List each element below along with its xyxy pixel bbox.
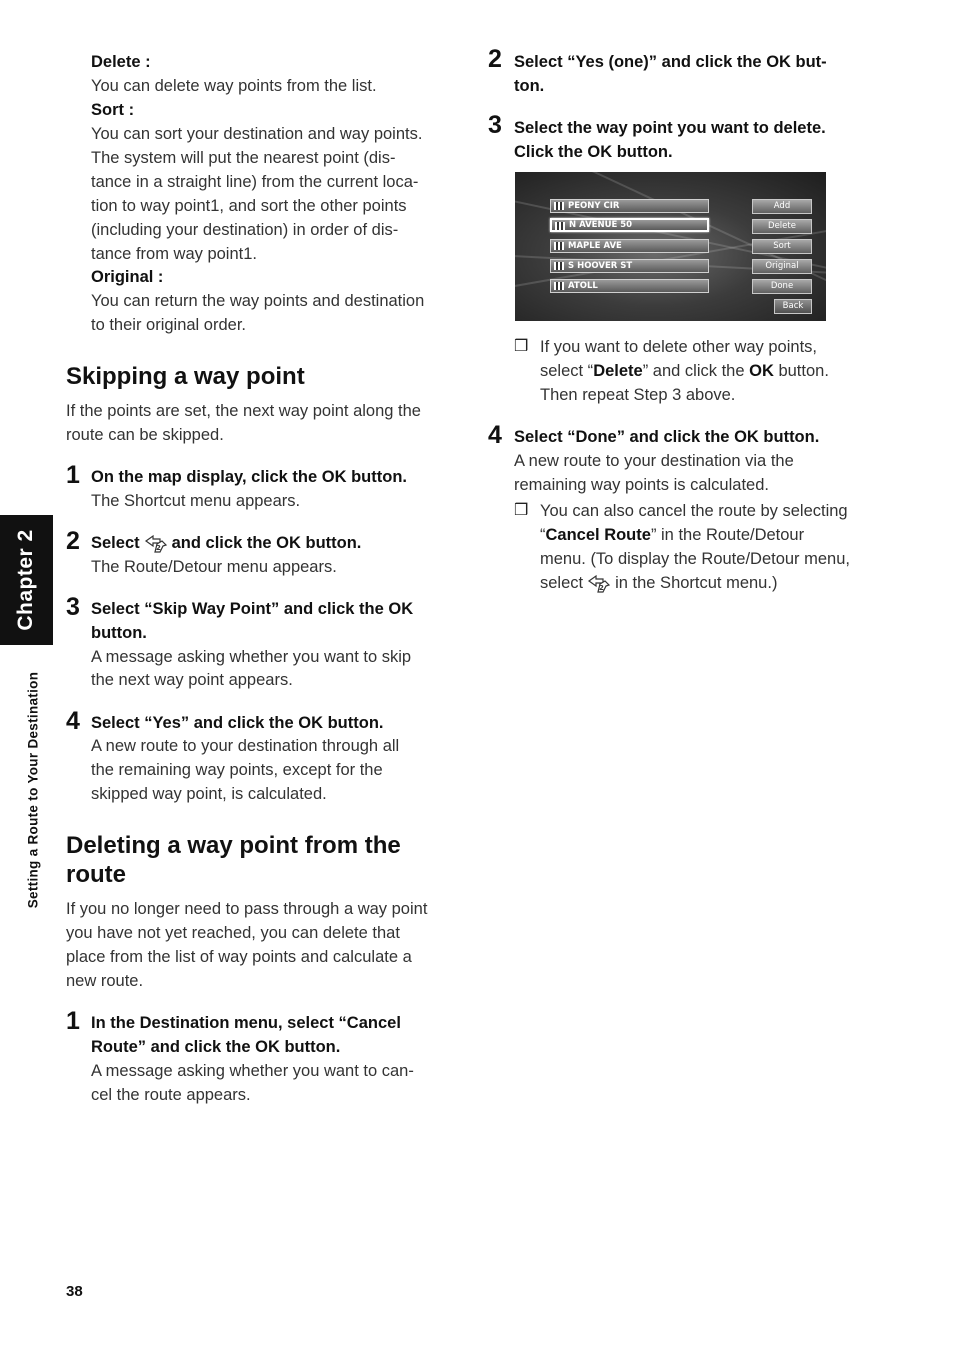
waypoint-list-item[interactable]: MAPLE AVE [550, 239, 709, 253]
delete-heading-line: Deleting a way point from the [66, 832, 401, 859]
original-term: Original : [91, 268, 164, 286]
step-number: 4 [66, 707, 80, 735]
delete-intro-line: you have not yet reached, you can delete that [66, 924, 400, 942]
step-description: The Shortcut menu appears. [91, 492, 301, 510]
step-title: Select “Skip Way Point” and click the OK button. [91, 600, 414, 642]
skip-heading: Skipping a way point [66, 363, 305, 390]
original-button[interactable]: Original [752, 259, 812, 274]
flag-icon [554, 262, 564, 270]
step-title: In the Destination menu, select “Cancel [91, 1014, 401, 1032]
step-title: Select “Yes (one)” and click the OK but- [514, 53, 827, 71]
flag-icon [554, 202, 564, 210]
add-button[interactable]: Add [752, 199, 812, 214]
delete-intro-line: place from the list of way points and calculate a [66, 948, 412, 966]
delete-description: You can delete way points from the list. [91, 77, 377, 95]
svg-text:2: 2 [155, 544, 161, 552]
flag-icon [555, 222, 565, 230]
note-line: select “Delete” and click the OK button. [540, 362, 829, 380]
step-number: 4 [488, 421, 502, 449]
delete-button[interactable]: Delete [752, 219, 812, 234]
step-number: 3 [488, 111, 502, 139]
sort-desc-line: The system will put the nearest point (dis- [91, 149, 396, 167]
step-description: remaining way points is calculated. [514, 476, 769, 494]
step-description: A new route to your destination via the [514, 452, 794, 470]
chapter-tab [0, 515, 53, 645]
step-title: Select “Done” and click the OK button. [514, 428, 820, 446]
route-detour-icon [143, 533, 169, 553]
delete-intro-line: new route. [66, 972, 144, 990]
waypoint-list-item[interactable]: S HOOVER ST [550, 259, 709, 273]
step-description: the next way point appears. [91, 671, 293, 689]
waypoint-list-item[interactable]: ATOLL [550, 279, 709, 293]
step-description: A new route to your destination through all [91, 737, 400, 755]
delete-term: Delete : [91, 53, 151, 71]
step-description: A message asking whether you want to skip [91, 648, 412, 666]
note-line: You can also cancel the route by selecting [540, 502, 848, 520]
step-title: Select the way point you want to delete. [514, 119, 826, 137]
sort-desc-line: tance from way point1. [91, 245, 257, 263]
note-bullet: ❒ [514, 338, 529, 355]
step-description: A message asking whether you want to can- [91, 1062, 414, 1080]
skip-intro-line: route can be skipped. [66, 426, 224, 444]
sort-desc-line: You can sort your destination and way points. [91, 125, 423, 143]
original-desc-line: to their original order. [91, 316, 247, 334]
step-number: 1 [66, 1007, 80, 1035]
sort-term: Sort : [91, 101, 135, 119]
waypoint-list-screenshot [515, 172, 826, 321]
step-title: ton. [514, 77, 545, 95]
back-button[interactable]: Back [774, 299, 812, 314]
chapter-label: Chapter 2 [14, 529, 37, 631]
step-title: Select 2 and click the OK button. [91, 534, 362, 552]
note-line: Then repeat Step 3 above. [540, 386, 736, 404]
sort-desc-line: tion to way point1, and sort the other points [91, 197, 407, 215]
step-title: Select “Yes” and click the OK button. [91, 714, 384, 732]
note-bullet: ❒ [514, 502, 529, 519]
step-description: cel the route appears. [91, 1086, 251, 1104]
skip-intro-line: If the points are set, the next way point along the [66, 402, 421, 420]
section-sidebar-label: Setting a Route to Your Destination [25, 671, 41, 909]
delete-heading-line: route [66, 861, 126, 888]
waypoint-list-item-selected[interactable]: N AVENUE 50 [550, 218, 709, 232]
step-description: skipped way point, is calculated. [91, 785, 327, 803]
svg-text:2: 2 [599, 584, 604, 592]
step-number: 2 [66, 527, 80, 555]
route-detour-icon [586, 573, 612, 593]
note-line: If you want to delete other way points, [540, 338, 817, 356]
step-description: The Route/Detour menu appears. [91, 558, 337, 576]
step-number: 3 [66, 593, 80, 621]
flag-icon [554, 282, 564, 290]
note-line: select 2 in the Shortcut menu.) [540, 574, 778, 592]
waypoint-list-item[interactable]: PEONY CIR [550, 199, 709, 213]
note-line: “Cancel Route” in the Route/Detour [540, 526, 805, 544]
done-button[interactable]: Done [752, 279, 812, 294]
note-line: menu. (To display the Route/Detour menu, [540, 550, 850, 568]
sort-desc-line: tance in a straight line) from the current loca- [91, 173, 419, 191]
step-description: the remaining way points, except for the [91, 761, 383, 779]
step-number: 1 [66, 461, 80, 489]
flag-icon [554, 242, 564, 250]
delete-intro-line: If you no longer need to pass through a way point [66, 900, 428, 918]
sort-button[interactable]: Sort [752, 239, 812, 254]
step-number: 2 [488, 45, 502, 73]
original-desc-line: You can return the way points and destination [91, 292, 425, 310]
step-title: Route” and click the OK button. [91, 1038, 341, 1056]
sort-desc-line: (including your destination) in order of dis- [91, 221, 399, 239]
step-title: Click the OK button. [514, 143, 673, 161]
step-title: On the map display, click the OK button. [91, 468, 407, 486]
page-number: 38 [66, 1283, 83, 1300]
